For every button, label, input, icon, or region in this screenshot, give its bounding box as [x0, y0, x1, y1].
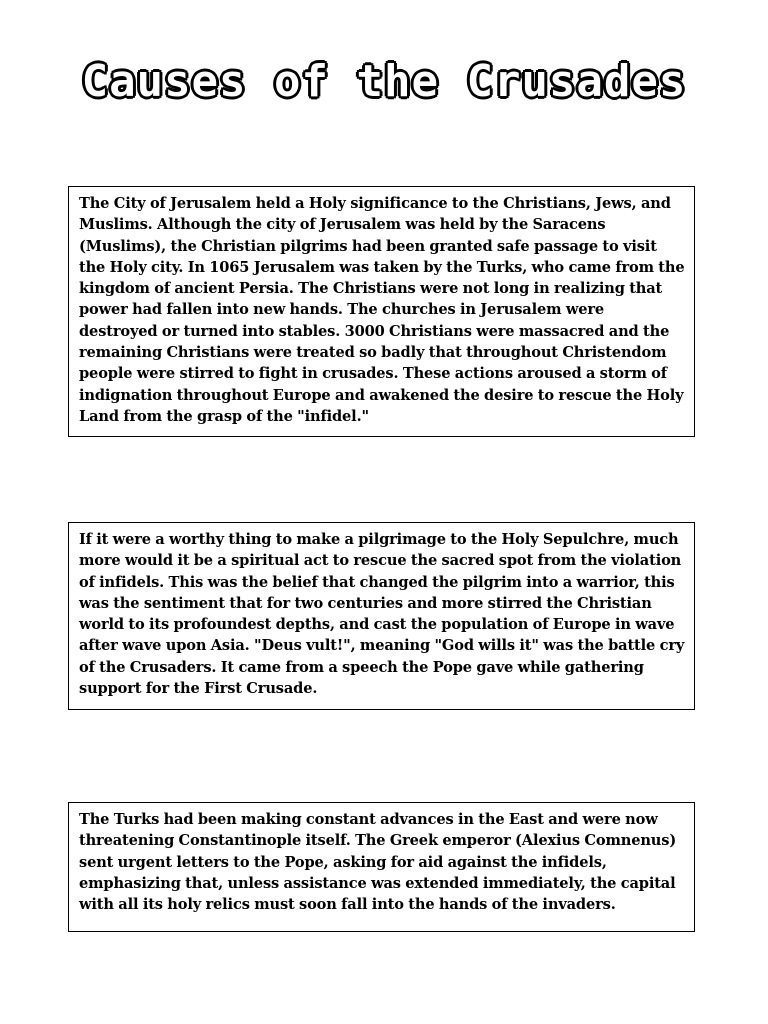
text-box-jerusalem	[68, 186, 695, 437]
paragraph-pilgrimage: If it were a worthy thing to make a pilgrimage to the Holy Sepulchre, much more would it be a spiritual act to rescue the sacred spot from the violation of infidels. This was the belief that changed the pilgrim into a warrior, this was the sentiment that for two centuries and more stirred the Christian world to its profoundest depths, and cast the population of Europe in wave after wave upon Asia. "Deus vult!", meaning "God wills it" was the battle cry of the Crusaders. It came from a speech the Pope gave while gathering support for the First Crusade.	[79, 531, 685, 698]
text-box-turks	[68, 802, 695, 932]
paragraph-jerusalem: The City of Jerusalem held a Holy significance to the Christians, Jews, and Muslims. Although the city of Jerusalem was held by the Saracens (Muslims), the Christian pilgrims had been granted safe passage to visit the Holy city. In 1065 Jerusalem was taken by the Turks, who came from the kingdom of ancient Persia. The Christians were not long in realizing that power had fallen into new hands. The churches in Jerusalem were destroyed or turned into stables. 3000 Christians were massacred and the remaining Christians were treated so badly that throughout Christendom people were stirred to fight in crusades. These actions aroused a storm of indignation throughout Europe and awakened the desire to rescue the Holy Land from the grasp of the "infidel."	[79, 195, 685, 425]
paragraph-turks: The Turks had been making constant advances in the East and were now threatening Constantinople itself. The Greek emperor (Alexius Comnenus) sent urgent letters to the Pope, asking for aid against the infidels, emphasizing that, unless assistance was extended immediately, the capital with all its holy relics must soon fall into the hands of the invaders.	[79, 811, 677, 914]
text-box-pilgrimage	[68, 522, 695, 710]
page-title: Causes of the Crusades	[81, 56, 687, 107]
